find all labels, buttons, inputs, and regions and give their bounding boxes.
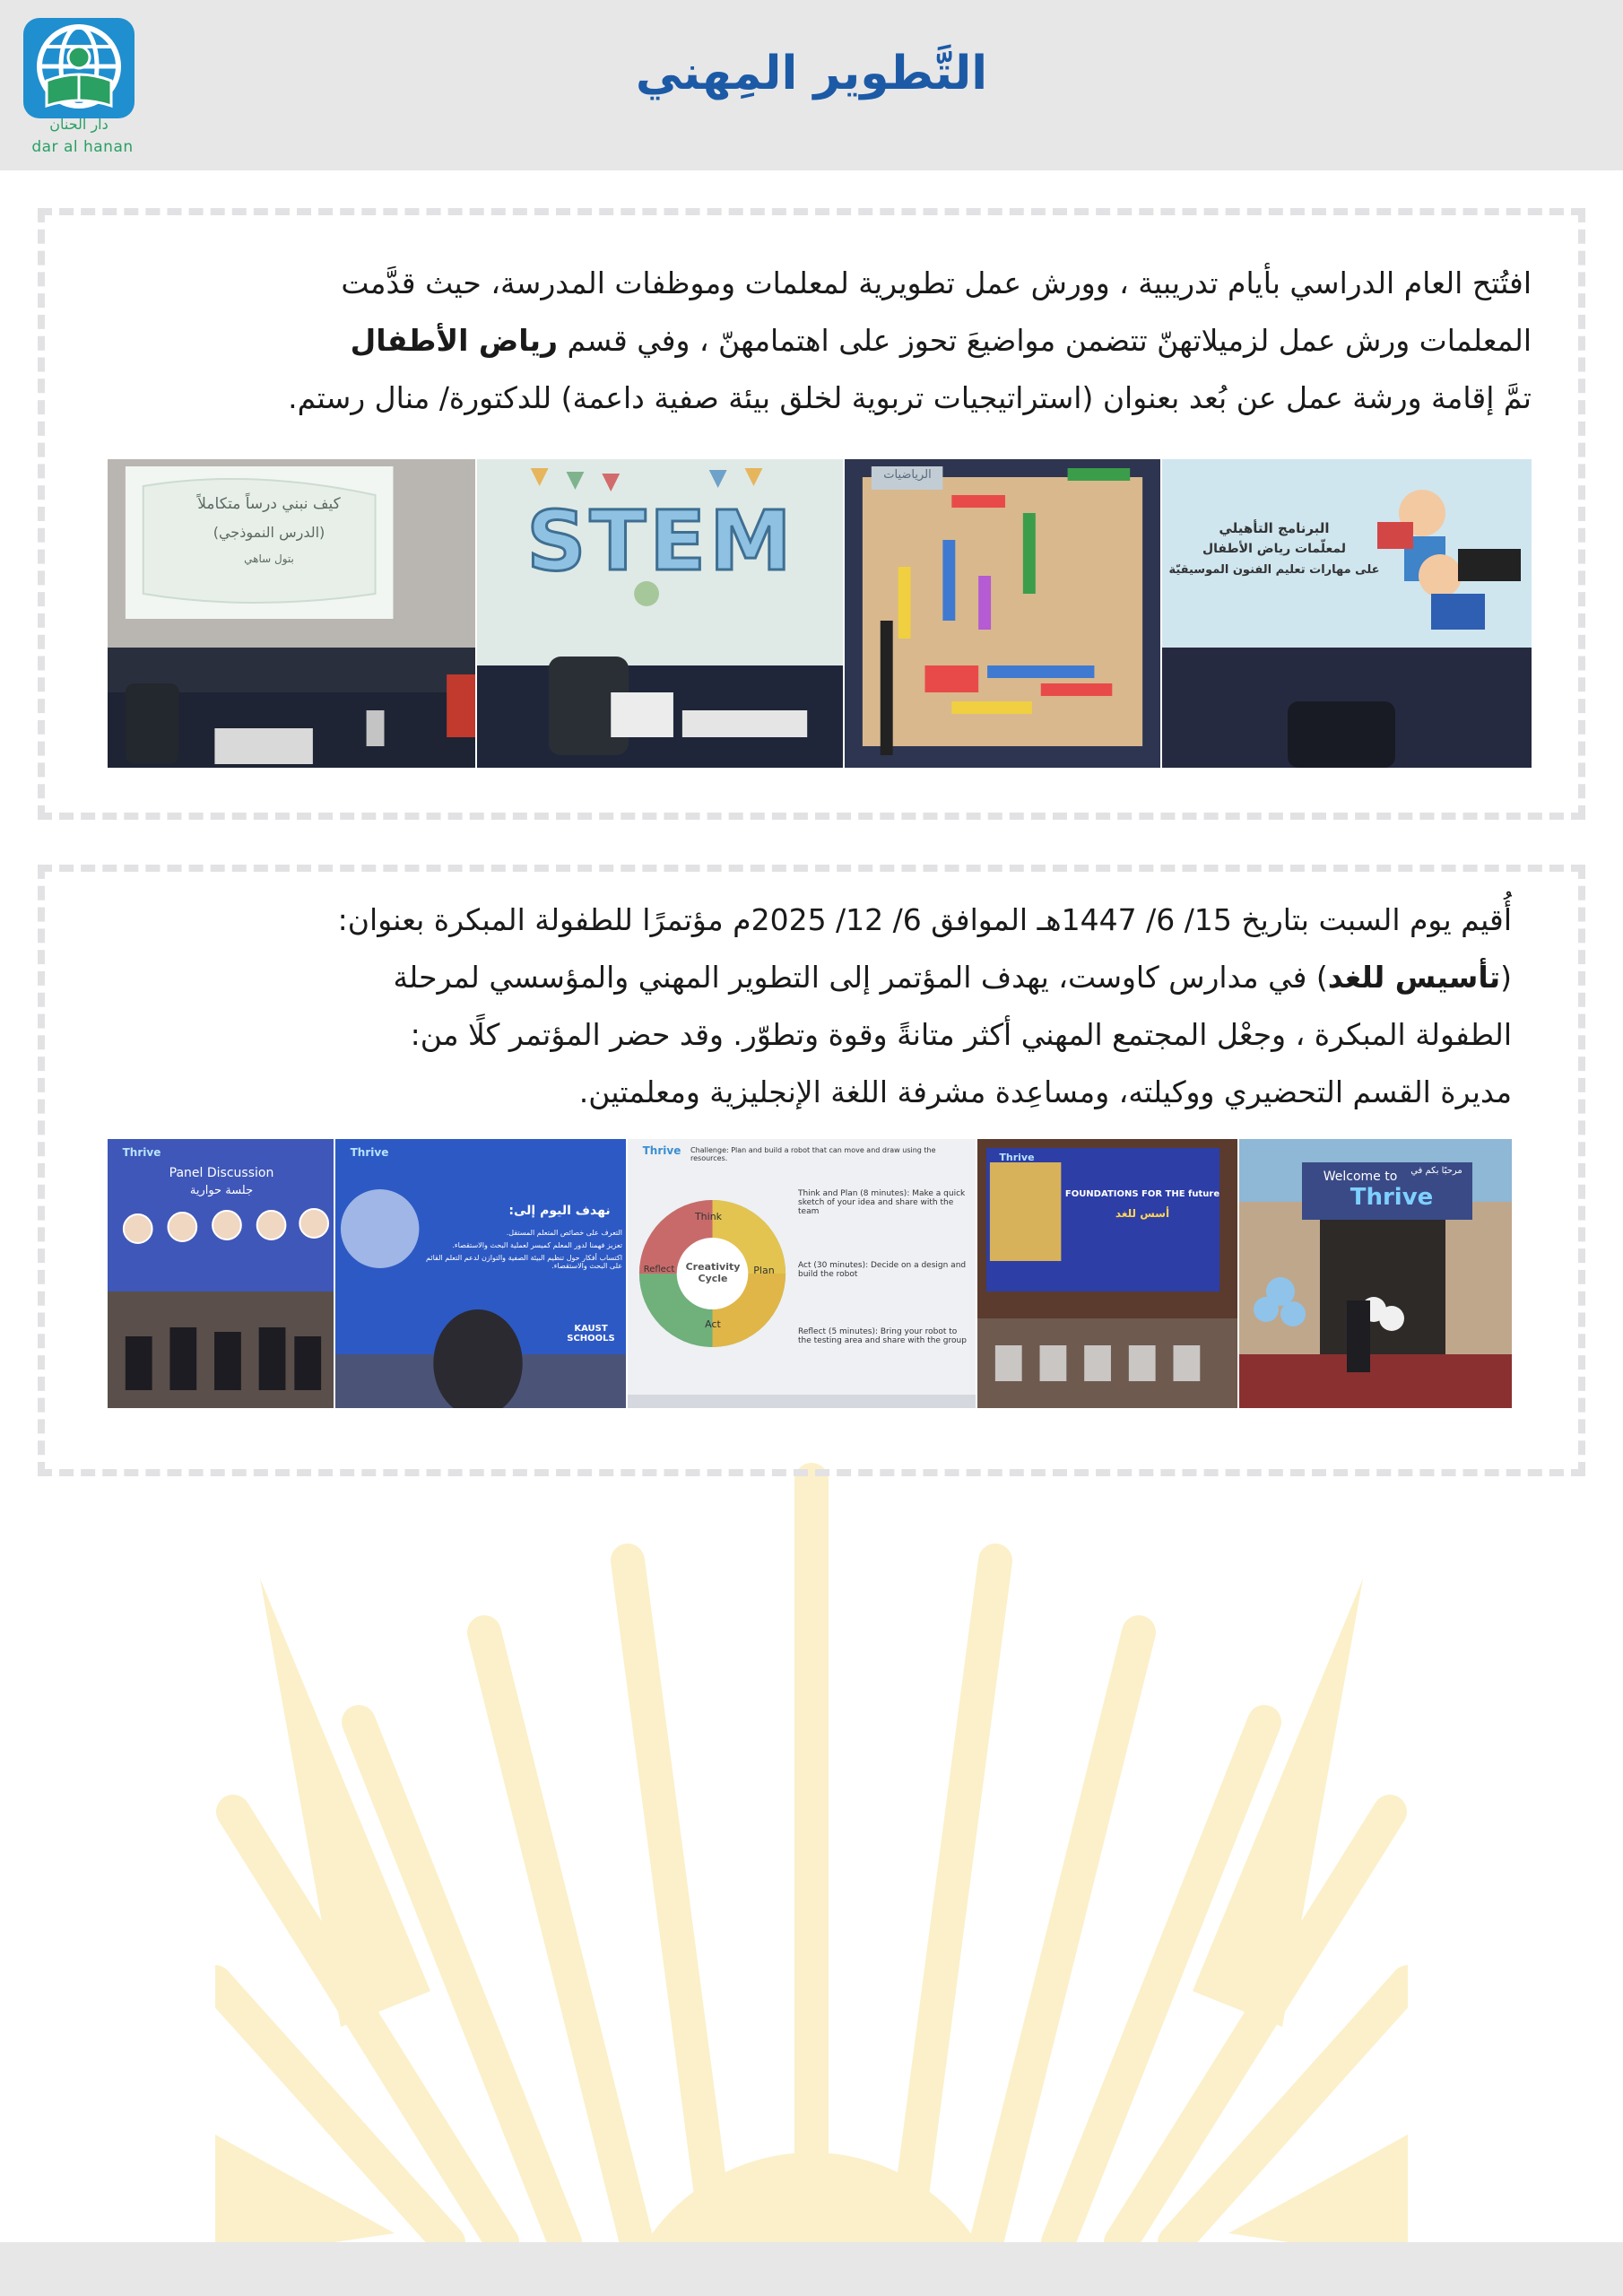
photo6-brand: Thrive [350, 1146, 389, 1159]
section1-line3: تمَّ إقامة ورشة عمل عن بُعد بعنوان (استراتيجيات تربوية لخلق بيئة صفية داعمة) للدكتورة/ منال رستم. [288, 380, 1532, 415]
photo7-act: Act [705, 1318, 721, 1330]
photo6-bullet2: تعزيز فهمنا لدور المعلم كميسر لعملية البحث والاستقصاء. [452, 1241, 622, 1249]
photo7-brand: Thrive [642, 1144, 681, 1157]
section1-line1: افتُتح العام الدراسي بأيام تدريبية ، وورش عمل تطويرية لمعلمات وموظفات المدرسة، حيث قدَّمت [341, 265, 1532, 300]
photo7-think: Think [694, 1211, 723, 1222]
photo9-welcome-ar: مرحبًا بكم في [1410, 1166, 1462, 1176]
section2-line2-open: ( [1500, 960, 1512, 995]
photo7-step2: Act (30 minutes): Decide on a design and build the robot [798, 1261, 967, 1279]
photo5-title-ar: جلسة حوارية [189, 1184, 254, 1197]
school-logo [20, 14, 145, 158]
photo4-screen-line3: على مهارات تعليم الفنون الموسيقيّة [1168, 563, 1380, 577]
sun-watermark [215, 1435, 1408, 2296]
globe-book-icon [20, 14, 145, 140]
photo9-brand: Thrive [1350, 1184, 1434, 1211]
photo4-screen-line2: لمعلّمات رياض الأطفال [1202, 542, 1346, 556]
photo7-step1: Think and Plan (8 minutes): Make a quick sketch of your idea and share with the team [798, 1189, 966, 1216]
photo7-challenge: Challenge: Plan and build a robot that can move and draw using the resources. [690, 1146, 936, 1162]
photo6-bullet3: اكتساب أفكار حول تنظيم البيئة الصفية والتوازن لدعم التعلم القائم على البحث والاستقصاء. [426, 1254, 622, 1270]
section2-line1: أُقيم يوم السبت بتاريخ 15/ 6/ 1447هـ الموافق 6/ 12/ 2025م مؤتمرًا للطفولة المبكرة بعنوان: [337, 902, 1512, 937]
photo-foundations-hall [977, 1139, 1239, 1408]
section1-line2: المعلمات ورش عمل لزميلاتهنّ تتضمن مواضيعَ تحوز على اهتمامهنّ ، وفي قسم [558, 323, 1532, 358]
photo-model-lesson [108, 459, 477, 768]
section2-conference-title-bold: تأسيس للغد [1327, 960, 1501, 995]
section1-paragraph [100, 255, 1532, 427]
photo1-screen-line3: بتول ساهي [244, 552, 294, 565]
photo-music-program [1162, 459, 1532, 768]
photo6-school: KAUST SCHOOLS [567, 1324, 615, 1344]
section1-kindergarten-bold: رياض الأطفال [350, 323, 559, 358]
photo7-plan: Plan [753, 1265, 775, 1276]
photo-goals-slide [335, 1139, 628, 1408]
photo8-brand: Thrive [999, 1152, 1035, 1163]
photo-welcome-entrance [1239, 1139, 1512, 1408]
logo-caption: dar al hanan [31, 138, 134, 156]
photo-stem [477, 459, 845, 768]
section2-line2: ) في مدارس كاوست، يهدف المؤتمر إلى التطوير المهني والمؤسسي لمرحلة [393, 960, 1328, 995]
photo7-cycle-title: Creativity Cycle [685, 1261, 741, 1284]
section2-paragraph [81, 891, 1512, 1121]
footer-band [0, 2242, 1623, 2296]
photo5-brand: Thrive [122, 1146, 161, 1159]
photo-strip-conference [108, 1139, 1512, 1408]
photo-math-blocks [845, 459, 1162, 768]
photo7-reflect: Reflect [643, 1265, 675, 1274]
photo4-screen-line1: البرنامج التأهيلي [1219, 520, 1330, 536]
photo1-screen-line1: كيف نبني درساً متكاملاً [197, 495, 341, 513]
photo6-title-ar: نهدف اليوم إلى: [508, 1204, 611, 1218]
photo6-bullet1: التعرف على خصائص المتعلم المستقل. [506, 1229, 622, 1237]
photo1-screen-line2: (الدرس النموذجي) [213, 524, 325, 541]
photo-strip-workshops [108, 459, 1532, 768]
photo7-step3: Reflect (5 minutes): Bring your robot to the testing area and share with the group [798, 1327, 967, 1345]
photo8-banner: FOUNDATIONS FOR THE future [1064, 1189, 1220, 1199]
photo8-banner-ar: أسس للغد [1115, 1207, 1170, 1220]
section2-line4: مديرة القسم التحضيري ووكيلته، ومساعِدة مشرفة اللغة الإنجليزية ومعلمتين. [578, 1074, 1512, 1109]
photo5-title-en: Panel Discussion [169, 1166, 274, 1180]
page-title: التَّطوير المِهني [635, 47, 988, 100]
photo-panel-discussion [108, 1139, 335, 1408]
photo-creativity-cycle [628, 1139, 977, 1408]
photo3-sign-text: الرياضيات [883, 468, 932, 482]
svg-text:دار الحنان: دار الحنان [49, 116, 108, 133]
photo2-stem-text: STEM [526, 493, 795, 589]
photo9-welcome: Welcome to [1323, 1170, 1398, 1184]
section2-line3: الطفولة المبكرة ، وجعْل المجتمع المهني أكثر متانةً وقوة وتطوّر. وقد حضر المؤتمر كلًا من: [410, 1017, 1512, 1052]
